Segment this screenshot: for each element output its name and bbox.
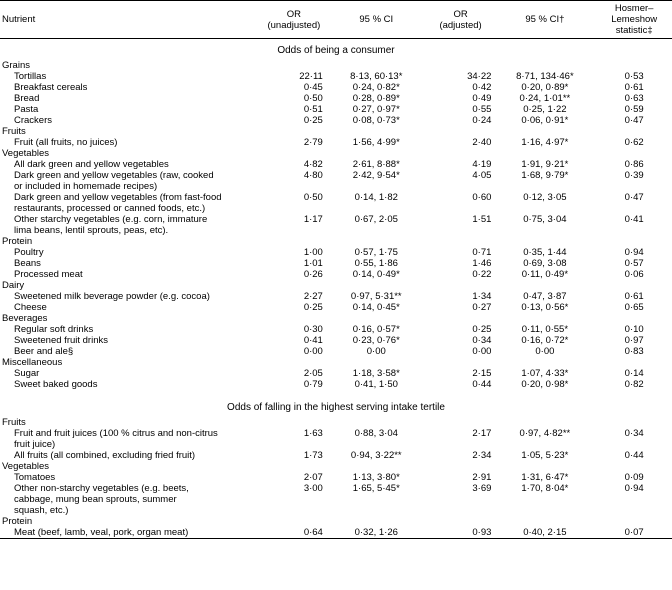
hosmer-lemeshow-cell: 0·34: [624, 428, 644, 439]
header-row: [0, 1, 672, 39]
nutrient-cell: Tomatoes: [14, 472, 56, 483]
table-row: [0, 335, 672, 346]
nutrient-cell: Tortillas: [14, 71, 47, 82]
ci-adjusted-cell: 1·16, 4·97*: [521, 137, 569, 148]
table-row: [0, 93, 672, 104]
group-row: [0, 417, 672, 428]
table-row: [0, 450, 672, 461]
nutrient-cell: Regular soft drinks: [14, 324, 94, 335]
section-title-row: [0, 39, 672, 61]
ci-unadjusted-cell: 0·14, 0·49*: [352, 269, 400, 280]
table-row: [0, 302, 672, 313]
hosmer-lemeshow-cell: 0·06: [624, 269, 644, 280]
ci-adjusted-cell: 0·35, 1·44: [523, 247, 567, 258]
table-row: [0, 159, 672, 170]
nutrient-cell: Poultry: [14, 247, 44, 258]
or-adjusted-cell: 0·00: [472, 346, 492, 357]
nutrient-cell: Breakfast cereals: [14, 82, 88, 93]
nutrient-cell: Meat (beef, lamb, veal, pork, organ meat): [0, 527, 263, 539]
ci-unadjusted-cell: 0·28, 0·89*: [352, 93, 400, 104]
nutrient-cell: Other starchy vegetables (e.g. corn, immature lima beans, lentil sprouts, peas, etc).: [14, 214, 208, 236]
or-adjusted-cell: 1·46: [472, 258, 492, 269]
ci-unadjusted-cell: 0·94, 3·22**: [350, 450, 402, 461]
ci-adjusted-cell: 0·47, 3·87: [523, 291, 567, 302]
or-adjusted-cell: 1·34: [472, 291, 492, 302]
table-row: [0, 104, 672, 115]
hosmer-lemeshow-cell: 0·65: [624, 302, 644, 313]
or-adjusted-cell: 0·71: [472, 247, 492, 258]
ci-unadjusted-cell: 0·67, 2·05: [354, 214, 398, 225]
hosmer-lemeshow-cell: 0·62: [624, 137, 644, 148]
or-unadjusted-cell: 0·25: [303, 302, 323, 313]
or-unadjusted-cell: 0·30: [303, 324, 323, 335]
or-adjusted-cell: 0·24: [472, 115, 492, 126]
nutrient-cell: Other non-starchy vegetables (e.g. beets, cabbage, mung bean sprouts, summer squash, etc.): [14, 483, 189, 516]
or-unadjusted-cell: 1·73: [303, 450, 323, 461]
ci-adjusted-cell: 0·11, 0·49*: [521, 269, 569, 280]
table-row: [0, 192, 672, 214]
ci-adjusted-cell: 0·20, 0·98*: [521, 379, 569, 390]
ci-unadjusted-cell: 2·42, 9·54*: [352, 170, 400, 181]
ci-unadjusted-cell: 0·08, 0·73*: [352, 115, 400, 126]
ci-adjusted-cell: 8·71, 134·46*: [516, 71, 574, 82]
nutrient-cell: Beans: [14, 258, 41, 269]
or-adjusted-cell: 2·91: [472, 472, 492, 483]
nutrient-cell: Fruit (all fruits, no juices): [14, 137, 118, 148]
table-row: [0, 247, 672, 258]
or-unadjusted-cell: 0·25: [303, 115, 323, 126]
nutrient-cell: Beer and ale§: [14, 346, 74, 357]
or-unadjusted-cell: 0·51: [303, 104, 323, 115]
or-adjusted-cell: 3·69: [472, 483, 492, 494]
table-row: [0, 82, 672, 93]
ci-adjusted-cell: 1·31, 6·47*: [521, 472, 569, 483]
ci-adjusted-cell: 0·00: [535, 346, 555, 357]
ci-adjusted-cell: 0·16, 0·72*: [521, 335, 569, 346]
table-row: [0, 324, 672, 335]
ci-adjusted-cell: 1·68, 9·79*: [521, 170, 569, 181]
hosmer-lemeshow-cell: 0·10: [624, 324, 644, 335]
or-unadjusted-cell: 0·45: [303, 82, 323, 93]
or-adjusted-cell: 34·22: [467, 71, 492, 82]
hosmer-lemeshow-cell: 0·57: [624, 258, 644, 269]
or-adjusted-cell: 0·34: [472, 335, 492, 346]
header-or-unadjusted: OR (unadjusted): [263, 1, 325, 39]
or-adjusted-cell: 0·25: [472, 324, 492, 335]
ci-unadjusted-cell: 1·18, 3·58*: [352, 368, 400, 379]
nutrient-cell: Sugar: [14, 368, 40, 379]
ci-unadjusted-cell: 0·14, 0·45*: [352, 302, 400, 313]
nutrient-cell: All dark green and yellow vegetables: [14, 159, 169, 170]
or-unadjusted-cell: 1·63: [303, 428, 323, 439]
ci-unadjusted-cell: 1·13, 3·80*: [352, 472, 400, 483]
hosmer-lemeshow-cell: 0·39: [624, 170, 644, 181]
or-unadjusted-cell: 0·64: [263, 527, 325, 539]
table-row: [0, 472, 672, 483]
ci-adjusted-cell: 0·40, 2·15: [493, 527, 596, 539]
hosmer-lemeshow-cell: 0·07: [596, 527, 672, 539]
or-unadjusted-cell: 0·50: [303, 192, 323, 203]
section-title-row: [0, 396, 672, 417]
header-hosmer-lemeshow: Hosmer–Lemeshow statistic‡: [596, 1, 672, 39]
group-row: [0, 148, 672, 159]
or-adjusted-cell: 4·05: [472, 170, 492, 181]
hosmer-lemeshow-cell: 0·47: [624, 115, 644, 126]
or-adjusted-cell: 0·22: [472, 269, 492, 280]
table-row: [0, 71, 672, 82]
group-label: Protein: [2, 516, 33, 527]
table-row: [0, 269, 672, 280]
or-adjusted-cell: 2·40: [472, 137, 492, 148]
ci-unadjusted-cell: 8·13, 60·13*: [350, 71, 403, 82]
ci-unadjusted-cell: 0·32, 1·26: [325, 527, 428, 539]
nutrient-cell: Sweet baked goods: [14, 379, 98, 390]
group-row: [0, 126, 672, 137]
ci-adjusted-cell: 0·20, 0·89*: [521, 82, 569, 93]
group-label: Fruits: [2, 417, 26, 428]
hosmer-lemeshow-cell: 0·83: [624, 346, 644, 357]
ci-unadjusted-cell: 0·23, 0·76*: [352, 335, 400, 346]
or-adjusted-cell: 0·60: [472, 192, 492, 203]
or-unadjusted-cell: 2·07: [303, 472, 323, 483]
or-unadjusted-cell: 0·79: [303, 379, 323, 390]
hosmer-lemeshow-cell: 0·47: [624, 192, 644, 203]
nutrient-cell: Processed meat: [14, 269, 83, 280]
nutrient-cell: All fruits (all combined, excluding fried fruit): [14, 450, 196, 461]
group-label: Grains: [2, 60, 30, 71]
table-row: [0, 483, 672, 516]
or-unadjusted-cell: 0·26: [303, 269, 323, 280]
table-row: [0, 379, 672, 390]
ci-adjusted-cell: 0·11, 0·55*: [521, 324, 569, 335]
nutrient-cell: Bread: [14, 93, 40, 104]
ci-unadjusted-cell: 0·16, 0·57*: [352, 324, 400, 335]
or-unadjusted-cell: 4·82: [303, 159, 323, 170]
or-unadjusted-cell: 2·05: [303, 368, 323, 379]
or-unadjusted-cell: 3·00: [303, 483, 323, 494]
ci-unadjusted-cell: 0·97, 5·31**: [350, 291, 402, 302]
ci-unadjusted-cell: 1·65, 5·45*: [352, 483, 400, 494]
or-unadjusted-cell: 0·50: [303, 93, 323, 104]
or-adjusted-cell: 2·34: [472, 450, 492, 461]
or-adjusted-cell: 2·15: [472, 368, 492, 379]
or-adjusted-cell: 4·19: [472, 159, 492, 170]
group-row: [0, 516, 672, 527]
nutrient-cell: Crackers: [14, 115, 53, 126]
or-adjusted-cell: 0·44: [472, 379, 492, 390]
or-adjusted-cell: 0·55: [472, 104, 492, 115]
nutrient-cell: Cheese: [14, 302, 47, 313]
group-label: Protein: [2, 236, 33, 247]
nutrient-cell: Fruit and fruit juices (100 % citrus and non-citrus fruit juice): [14, 428, 218, 450]
group-label: Beverages: [2, 313, 48, 324]
hosmer-lemeshow-cell: 0·14: [624, 368, 644, 379]
ci-unadjusted-cell: 0·41, 1·50: [354, 379, 398, 390]
table-row: [0, 346, 672, 357]
header-ci-1: 95 % CI: [325, 1, 428, 39]
ci-adjusted-cell: 0·06, 0·91*: [521, 115, 569, 126]
section-title: Odds of being a consumer: [277, 45, 395, 56]
ci-unadjusted-cell: 0·88, 3·04: [354, 428, 398, 439]
hosmer-lemeshow-cell: 0·41: [624, 214, 644, 225]
hosmer-lemeshow-cell: 0·61: [624, 82, 644, 93]
or-unadjusted-cell: 22·11: [299, 71, 323, 82]
or-unadjusted-cell: 2·27: [303, 291, 323, 302]
or-adjusted-cell: 0·27: [472, 302, 492, 313]
ci-adjusted-cell: 1·70, 8·04*: [521, 483, 569, 494]
group-row: [0, 313, 672, 324]
group-row: [0, 60, 672, 71]
ci-unadjusted-cell: 0·24, 0·82*: [352, 82, 400, 93]
hosmer-lemeshow-cell: 0·53: [624, 71, 644, 82]
or-adjusted-cell: 0·93: [428, 527, 494, 539]
or-unadjusted-cell: 4·80: [303, 170, 323, 181]
ci-adjusted-cell: 0·25, 1·22: [523, 104, 567, 115]
hosmer-lemeshow-cell: 0·09: [624, 472, 644, 483]
ci-adjusted-cell: 0·13, 0·56*: [521, 302, 569, 313]
group-row: [0, 357, 672, 368]
nutrient-cell: Dark green and yellow vegetables (from fast-food restaurants, processed or canned foods, etc.): [14, 192, 222, 214]
hosmer-lemeshow-cell: 0·61: [624, 291, 644, 302]
group-label: Vegetables: [2, 461, 50, 472]
table-row: [0, 291, 672, 302]
table-row: [0, 137, 672, 148]
ci-unadjusted-cell: 0·14, 1·82: [354, 192, 398, 203]
or-unadjusted-cell: 2·79: [303, 137, 323, 148]
or-adjusted-cell: 2·17: [472, 428, 492, 439]
table-body: [0, 39, 672, 539]
ci-unadjusted-cell: 1·56, 4·99*: [352, 137, 400, 148]
or-unadjusted-cell: 1·17: [303, 214, 323, 225]
table-row: [0, 527, 672, 539]
ci-unadjusted-cell: 0·27, 0·97*: [352, 104, 400, 115]
or-adjusted-cell: 1·51: [472, 214, 492, 225]
table-row: [0, 115, 672, 126]
ci-unadjusted-cell: 0·57, 1·75: [354, 247, 398, 258]
ci-unadjusted-cell: 2·61, 8·88*: [352, 159, 400, 170]
or-adjusted-cell: 0·49: [472, 93, 492, 104]
or-unadjusted-cell: 1·00: [303, 247, 323, 258]
ci-unadjusted-cell: 0·55, 1·86: [354, 258, 398, 269]
group-label: Dairy: [2, 280, 25, 291]
nutrient-cell: Pasta: [14, 104, 39, 115]
or-unadjusted-cell: 0·41: [303, 335, 323, 346]
table-row: [0, 214, 672, 236]
ci-adjusted-cell: 1·07, 4·33*: [521, 368, 569, 379]
ci-adjusted-cell: 0·24, 1·01**: [519, 93, 571, 104]
hosmer-lemeshow-cell: 0·97: [624, 335, 644, 346]
table-row: [0, 258, 672, 269]
ci-adjusted-cell: 0·69, 3·08: [523, 258, 567, 269]
ci-adjusted-cell: 0·12, 3·05: [523, 192, 567, 203]
ci-adjusted-cell: 0·97, 4·82**: [519, 428, 571, 439]
group-row: [0, 280, 672, 291]
or-unadjusted-cell: 1·01: [303, 258, 323, 269]
or-unadjusted-cell: 0·00: [303, 346, 323, 357]
hosmer-lemeshow-cell: 0·86: [624, 159, 644, 170]
group-label: Fruits: [2, 126, 26, 137]
nutrient-cell: Sweetened milk beverage powder (e.g. cocoa): [14, 291, 210, 302]
group-label: Miscellaneous: [2, 357, 63, 368]
nutrient-cell: Sweetened fruit drinks: [14, 335, 108, 346]
nutrient-cell: Dark green and yellow vegetables (raw, cooked or included in homemade recipes): [14, 170, 214, 192]
header-nutrient: Nutrient: [0, 1, 263, 39]
ci-adjusted-cell: 0·75, 3·04: [523, 214, 567, 225]
group-row: [0, 236, 672, 247]
hosmer-lemeshow-cell: 0·44: [624, 450, 644, 461]
group-row: [0, 461, 672, 472]
hosmer-lemeshow-cell: 0·59: [624, 104, 644, 115]
table-row: [0, 368, 672, 379]
hosmer-lemeshow-cell: 0·94: [624, 247, 644, 258]
table-row: [0, 170, 672, 192]
ci-unadjusted-cell: 0·00: [366, 346, 386, 357]
section-title: Odds of falling in the highest serving intake tertile: [227, 402, 445, 413]
header-or-adjusted: OR (adjusted): [428, 1, 494, 39]
group-label: Vegetables: [2, 148, 50, 159]
ci-adjusted-cell: 1·05, 5·23*: [521, 450, 569, 461]
header-ci-2: 95 % CI†: [493, 1, 596, 39]
table-row: [0, 428, 672, 450]
hosmer-lemeshow-cell: 0·82: [624, 379, 644, 390]
or-adjusted-cell: 0·42: [472, 82, 492, 93]
hosmer-lemeshow-cell: 0·94: [624, 483, 644, 494]
ci-adjusted-cell: 1·91, 9·21*: [521, 159, 569, 170]
hosmer-lemeshow-cell: 0·63: [624, 93, 644, 104]
